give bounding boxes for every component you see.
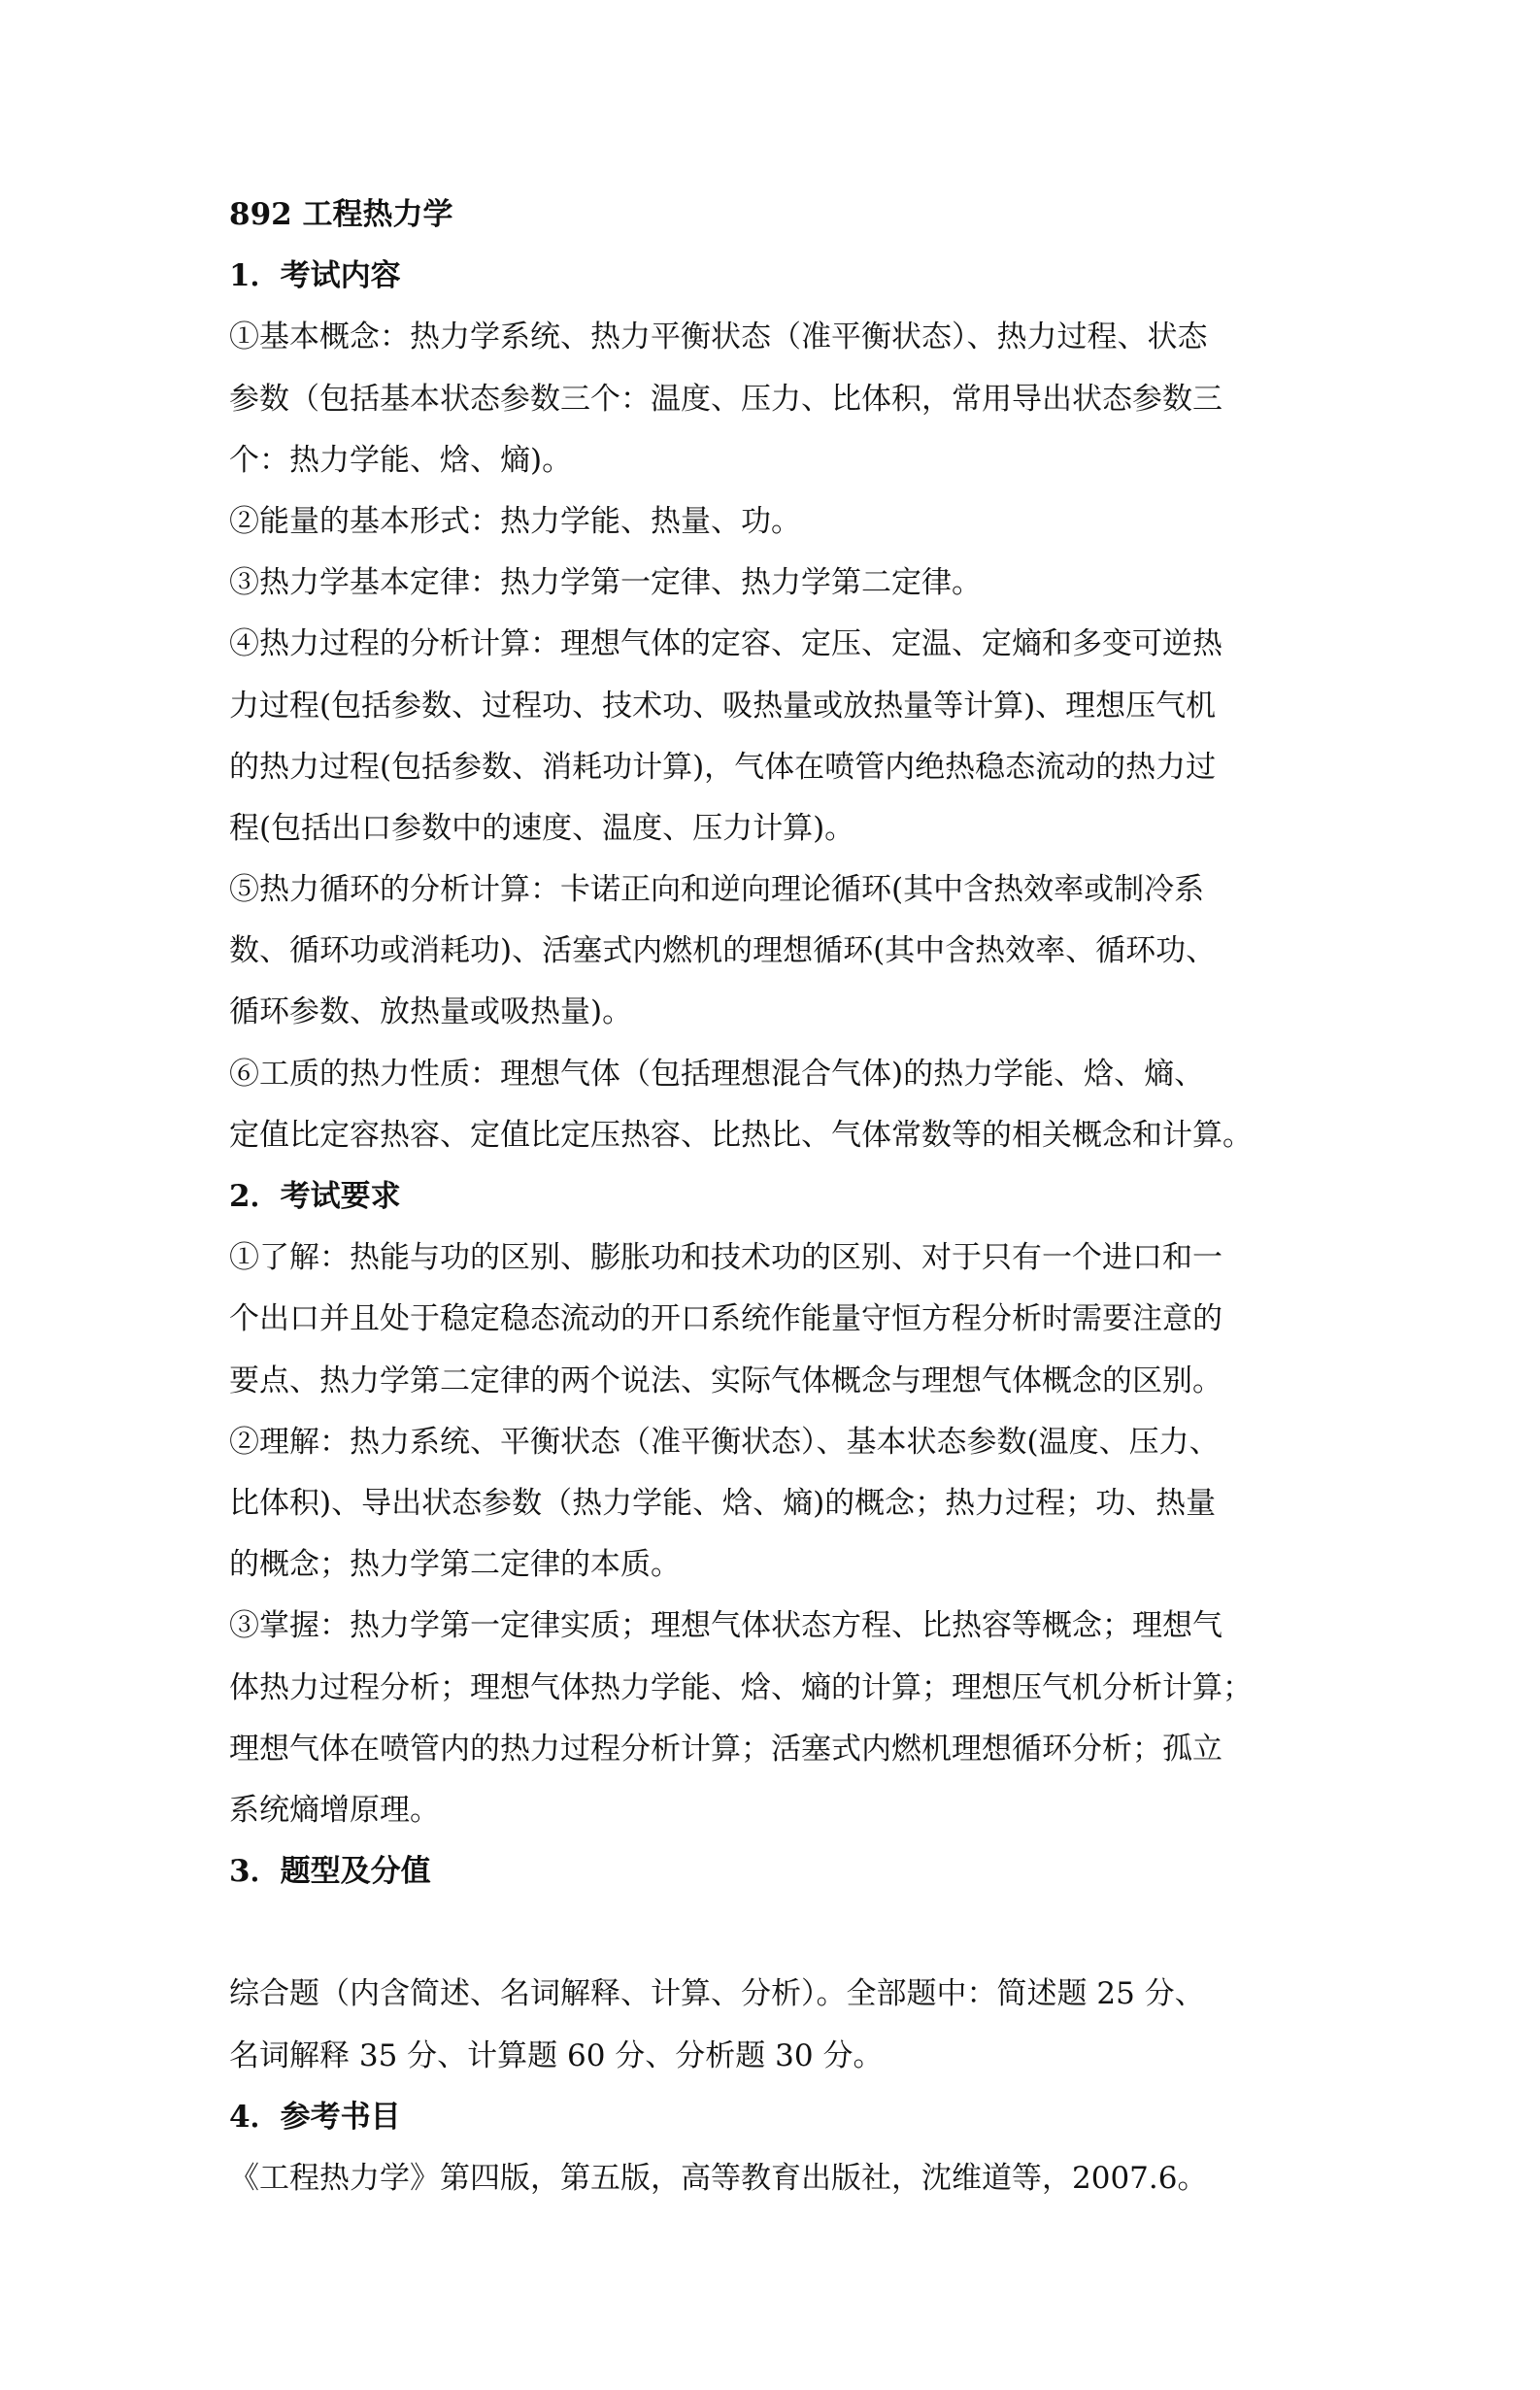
section-heading-question-types: 3．题型及分值 <box>229 1854 431 1890</box>
paragraph-line: 循环参数、放热量或吸热量)。 <box>229 994 633 1030</box>
paragraph-line: 的热力过程(包括参数、消耗功计算)，气体在喷管内绝热稳态流动的热力过 <box>229 749 1217 785</box>
paragraph-line: 个：热力学能、焓、熵)。 <box>229 442 573 478</box>
paragraph-line: 力过程(包括参数、过程功、技术功、吸热量或放热量等计算)、理想压气机 <box>229 688 1217 724</box>
paragraph-line: ④热力过程的分析计算：理想气体的定容、定压、定温、定熵和多变可逆热 <box>229 626 1222 662</box>
paragraph-line: 名词解释 35 分、计算题 60 分、分析题 30 分。 <box>229 2037 884 2073</box>
paragraph-line: 程(包括出口参数中的速度、温度、压力计算)。 <box>229 810 855 846</box>
paragraph-line: ②能量的基本形式：热力学能、热量、功。 <box>229 503 801 539</box>
paragraph-line: 理想气体在喷管内的热力过程分析计算；活塞式内燃机理想循环分析；孤立 <box>229 1731 1222 1767</box>
section-heading-exam-content: 1．考试内容 <box>229 258 401 294</box>
paragraph-line: 综合题（内含简述、名词解释、计算、分析）。全部题中：简述题 25 分、 <box>229 1976 1205 2012</box>
paragraph-line: 定值比定容热容、定值比定压热容、比热比、气体常数等的相关概念和计算。 <box>229 1117 1253 1153</box>
paragraph-line: 比体积)、导出状态参数（热力学能、焓、熵)的概念；热力过程；功、热量 <box>229 1485 1217 1521</box>
paragraph-line: ②理解：热力系统、平衡状态（准平衡状态）、基本状态参数(温度、压力、 <box>229 1424 1220 1460</box>
paragraph-line: ③掌握：热力学第一定律实质；理想气体状态方程、比热容等概念；理想气 <box>229 1608 1222 1644</box>
section-heading-exam-requirements: 2．考试要求 <box>229 1179 401 1214</box>
paragraph-line: 系统熵增原理。 <box>229 1792 440 1828</box>
paragraph-line: 要点、热力学第二定律的两个说法、实际气体概念与理想气体概念的区别。 <box>229 1363 1222 1398</box>
section-heading-references: 4．参考书目 <box>229 2099 401 2135</box>
paragraph-line: 个出口并且处于稳定稳态流动的开口系统作能量守恒方程分析时需要注意的 <box>229 1301 1222 1337</box>
paragraph-line: ⑤热力循环的分析计算：卡诺正向和逆向理论循环(其中含热效率或制冷系 <box>229 872 1205 908</box>
document-body <box>229 185 1268 2209</box>
reference-entry: 《工程热力学》第四版，第五版，高等教育出版社，沈维道等，2007.6。 <box>229 2161 1208 2196</box>
paragraph-line: ⑥工质的热力性质：理想气体（包括理想混合气体)的热力学能、焓、熵、 <box>229 1056 1205 1092</box>
document-title: 892 工程热力学 <box>229 197 453 232</box>
paragraph-line: ①了解：热能与功的区别、膨胀功和技术功的区别、对于只有一个进口和一 <box>229 1240 1222 1276</box>
paragraph-line: ③热力学基本定律：热力学第一定律、热力学第二定律。 <box>229 565 982 601</box>
paragraph-line: 体热力过程分析；理想气体热力学能、焓、熵的计算；理想压气机分析计算； <box>229 1669 1253 1705</box>
paragraph-line: 参数（包括基本状态参数三个：温度、压力、比体积，常用导出状态参数三 <box>229 381 1222 417</box>
paragraph-line: 数、循环功或消耗功)、活塞式内燃机的理想循环(其中含热效率、循环功、 <box>229 933 1217 969</box>
paragraph-line: ①基本概念：热力学系统、热力平衡状态（准平衡状态）、热力过程、状态 <box>229 320 1208 355</box>
paragraph-line: 的概念；热力学第二定律的本质。 <box>229 1547 681 1583</box>
blank-line <box>229 1902 1268 1964</box>
